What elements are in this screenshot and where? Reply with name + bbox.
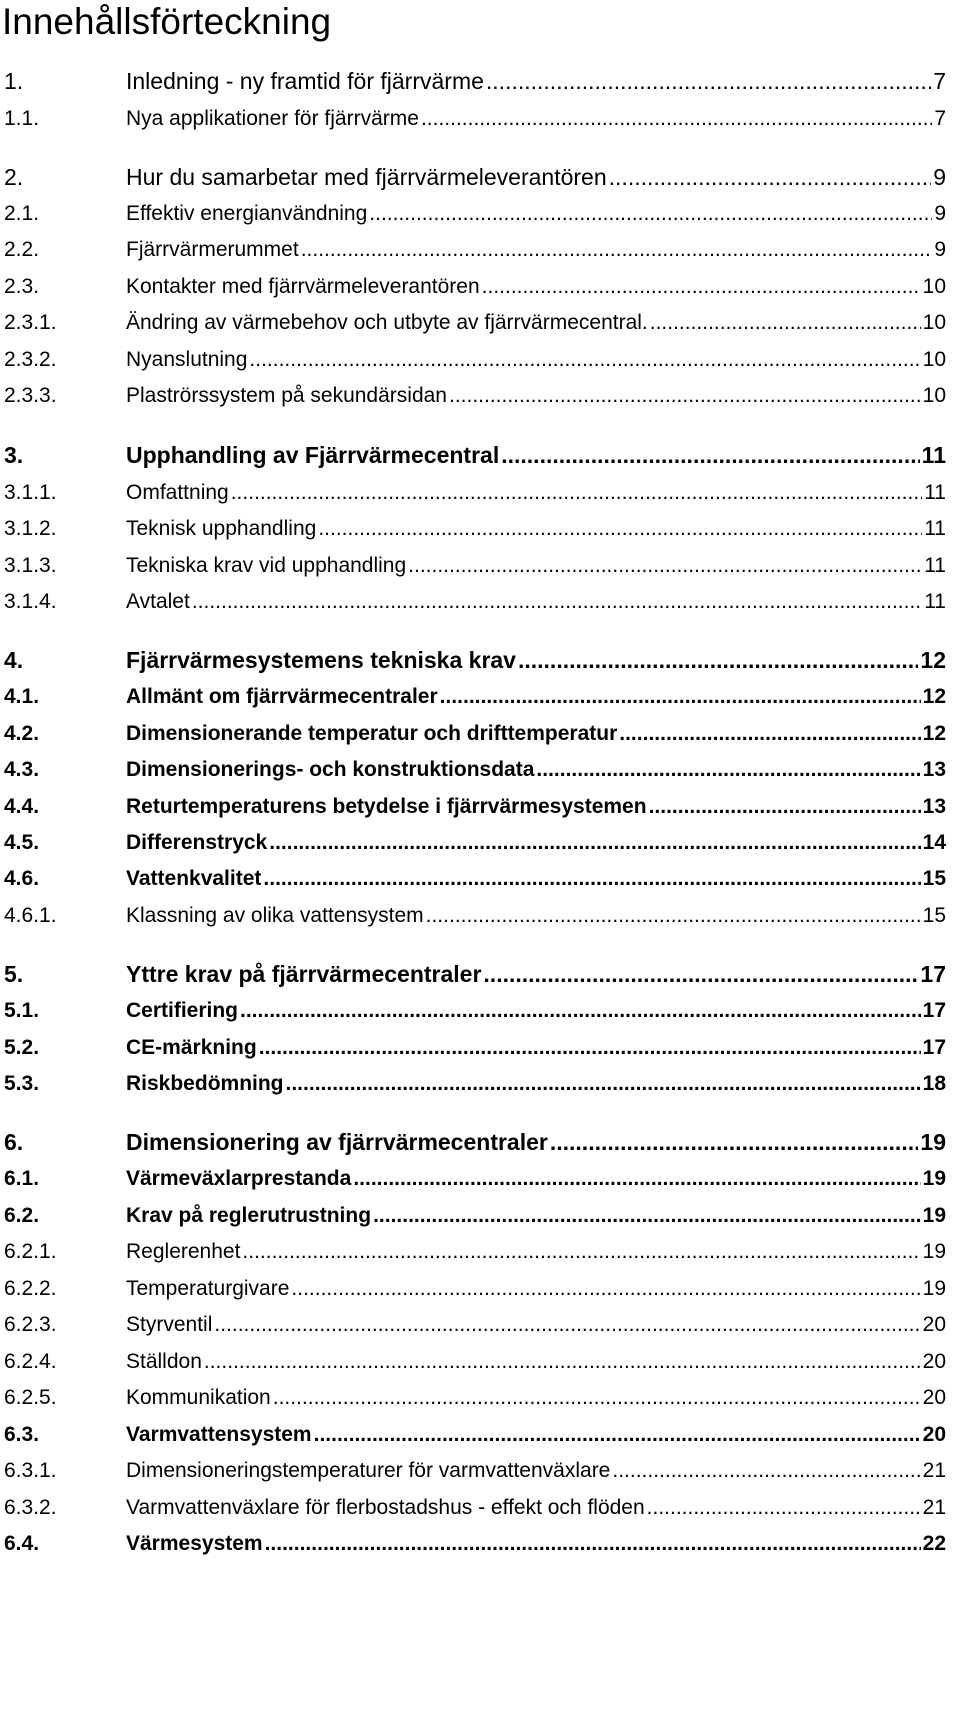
toc-entry-page[interactable]: 11 — [924, 481, 946, 504]
toc-entry-label[interactable]: Kontakter med fjärrvärmeleverantören — [126, 275, 480, 298]
toc-entry[interactable] — [0, 549, 960, 583]
toc-entry-label[interactable]: CE-märkning — [126, 1036, 257, 1059]
toc-entry-number: 6.3.1. — [4, 1459, 57, 1482]
toc-leader-dots — [273, 1381, 921, 1415]
toc-entry[interactable] — [0, 1199, 960, 1233]
toc-entry-label[interactable]: Allmänt om fjärrvärmecentraler — [126, 685, 438, 708]
toc-entry-page[interactable]: 13 — [922, 758, 946, 781]
toc-entry-page[interactable]: 14 — [922, 831, 946, 854]
toc-entry-label[interactable]: Dimensionerings- och konstruktionsdata — [126, 758, 535, 781]
toc-leader-dots — [518, 643, 918, 677]
toc-entry-label[interactable]: Temperaturgivare — [126, 1277, 290, 1300]
toc-entry-number: 3.1.1. — [4, 481, 57, 504]
toc-entry-number: 4.2. — [4, 722, 40, 745]
toc-entry[interactable] — [0, 957, 960, 991]
toc-entry-label[interactable]: Teknisk upphandling — [126, 517, 317, 540]
toc-entry-number: 6.2.1. — [4, 1240, 57, 1263]
toc-entry-label[interactable]: Värmeväxlarprestanda — [126, 1167, 352, 1190]
toc-entry-number: 3.1.2. — [4, 517, 57, 540]
toc-entry-number: 4.3. — [4, 758, 40, 781]
toc-entry-number: 5. — [4, 961, 24, 987]
toc-entry[interactable] — [0, 233, 960, 267]
toc-entry-label[interactable]: Effektiv energianvändning — [126, 202, 368, 225]
toc-entry[interactable] — [0, 512, 960, 546]
toc-entry-label[interactable]: Plaströrssystem på sekundärsidan — [126, 384, 447, 407]
toc-entry-page[interactable]: 11 — [924, 517, 946, 540]
toc-entry[interactable] — [0, 438, 960, 472]
toc-entry-label[interactable]: Klassning av olika vattensystem — [126, 904, 424, 927]
toc-entry-number: 2.3.3. — [4, 384, 57, 407]
toc-entry-number: 6.2.3. — [4, 1313, 57, 1336]
toc-entry-label[interactable]: Hur du samarbetar med fjärrvärmeleverantören — [126, 164, 607, 190]
toc-entry[interactable] — [0, 1067, 960, 1101]
toc-entry-number: 6.1. — [4, 1167, 40, 1190]
toc-entry-label[interactable]: Nya applikationer för fjärrvärme — [126, 107, 419, 130]
toc-leader-dots — [259, 1031, 921, 1065]
toc-entry-label[interactable]: Ändring av värmebehov och utbyte av fjärrvärmecentral. — [126, 311, 648, 334]
toc-leader-dots — [249, 343, 920, 377]
toc-entry-page[interactable]: 18 — [922, 1072, 946, 1095]
toc-entry[interactable] — [0, 1162, 960, 1196]
toc-entry[interactable] — [0, 64, 960, 98]
toc-entry[interactable] — [0, 790, 960, 824]
toc-leader-dots — [318, 512, 922, 546]
toc-leader-dots — [214, 1308, 920, 1342]
toc-entry-label[interactable]: Varmvattensystem — [126, 1423, 312, 1446]
toc-entry-page[interactable]: 11 — [924, 590, 946, 613]
toc-leader-dots — [408, 549, 922, 583]
toc-entry-page[interactable]: 12 — [922, 722, 946, 745]
toc-entry-number: 6.2. — [4, 1204, 40, 1227]
toc-leader-dots — [286, 1067, 921, 1101]
toc-entry[interactable] — [0, 680, 960, 714]
toc-leader-dots — [483, 957, 918, 991]
toc-entry-page[interactable]: 10 — [922, 275, 946, 298]
toc-entry-page[interactable]: 11 — [921, 442, 946, 468]
toc-entry-number: 3. — [4, 442, 24, 468]
toc-entry-number: 3.1.3. — [4, 554, 57, 577]
toc-leader-dots — [242, 1235, 920, 1269]
toc-entry-label[interactable]: Returtemperaturens betydelse i fjärrvärmesystemen — [126, 795, 647, 818]
toc-entry-label[interactable]: Yttre krav på fjärrvärmecentraler — [126, 961, 482, 987]
toc-entry-label[interactable]: Dimensioneringstemperaturer för varmvattenväxlare — [126, 1459, 611, 1482]
toc-entry-number: 5.1. — [4, 999, 40, 1022]
toc-entry-page[interactable]: 21 — [922, 1459, 946, 1482]
toc-entry[interactable] — [0, 899, 960, 933]
toc-entry-page[interactable]: 13 — [922, 795, 946, 818]
toc-leader-dots — [265, 1527, 921, 1561]
toc-entry-label[interactable]: Dimensionering av fjärrvärmecentraler — [126, 1129, 548, 1155]
toc-leader-dots — [650, 306, 921, 340]
toc-entry[interactable] — [0, 1454, 960, 1488]
toc-entry-label[interactable]: Varmvattenväxlare för flerbostadshus - effekt och flöden — [126, 1496, 645, 1519]
toc-entry[interactable] — [0, 270, 960, 304]
toc-entry-label[interactable]: Fjärrvärmesystemens tekniska krav — [126, 647, 516, 673]
toc-entry-number: 6.2.4. — [4, 1350, 57, 1373]
toc-leader-dots — [536, 753, 920, 787]
toc-entry-page[interactable]: 17 — [920, 961, 946, 987]
toc-leader-dots — [426, 899, 921, 933]
toc-entry[interactable] — [0, 1527, 960, 1561]
toc-entry-number: 6.2.5. — [4, 1386, 57, 1409]
toc-entry[interactable] — [0, 1235, 960, 1269]
toc-entry-label[interactable]: Vattenkvalitet — [126, 867, 262, 890]
toc-entry-page[interactable]: 20 — [922, 1350, 946, 1373]
toc-entry[interactable] — [0, 306, 960, 340]
toc-title: Innehållsförteckning — [2, 1, 332, 42]
toc-entry-page[interactable]: 19 — [922, 1167, 946, 1190]
toc-leader-dots — [291, 1272, 920, 1306]
toc-entry-number: 4.4. — [4, 795, 40, 818]
toc-entry[interactable] — [0, 643, 960, 677]
toc-entry-label[interactable]: Upphandling av Fjärrvärmecentral — [126, 442, 500, 468]
toc-entry-page[interactable]: 11 — [924, 554, 946, 577]
toc-entry-label[interactable]: Differenstryck — [126, 831, 268, 854]
toc-entry-label[interactable]: Omfattning — [126, 481, 229, 504]
toc-entry-page[interactable]: 21 — [922, 1496, 946, 1519]
toc-entry[interactable] — [0, 102, 960, 136]
toc-entry-page[interactable]: 19 — [922, 1277, 946, 1300]
toc-entry[interactable] — [0, 1381, 960, 1415]
toc-entry-label[interactable]: Avtalet — [126, 590, 190, 613]
toc-entry-page[interactable]: 20 — [922, 1386, 946, 1409]
toc-entry-page[interactable]: 17 — [922, 999, 946, 1022]
toc-entry-page[interactable]: 10 — [922, 348, 946, 371]
toc-entry-number: 1.1. — [4, 107, 40, 130]
toc-entry-number: 5.2. — [4, 1036, 40, 1059]
toc-entry-page[interactable]: 20 — [922, 1313, 946, 1336]
toc-entry-number: 4. — [4, 647, 24, 673]
toc-entry-number: 4.1. — [4, 685, 40, 708]
toc-entry-number: 2.3. — [4, 275, 40, 298]
toc-entry[interactable] — [0, 379, 960, 413]
toc-leader-dots — [609, 160, 932, 194]
toc-entry[interactable] — [0, 826, 960, 860]
toc-entry-number: 4.6.1. — [4, 904, 57, 927]
toc-entry-number: 1. — [4, 68, 24, 94]
toc-entry[interactable] — [0, 1418, 960, 1452]
toc-entry-label[interactable]: Certifiering — [126, 999, 239, 1022]
toc-entry-number: 2. — [4, 164, 24, 190]
toc-leader-dots — [550, 1125, 919, 1159]
toc-entry[interactable] — [0, 1491, 960, 1525]
toc-entry[interactable] — [0, 1031, 960, 1065]
toc-entry-number: 2.3.1. — [4, 311, 57, 334]
toc-leader-dots — [314, 1418, 921, 1452]
toc-entry[interactable] — [0, 1125, 960, 1159]
toc-leader-dots — [649, 790, 921, 824]
toc-leader-dots — [449, 379, 921, 413]
toc-entry-page[interactable]: 9 — [933, 164, 946, 190]
toc-entry-page[interactable]: 9 — [934, 238, 946, 261]
toc-entry-page[interactable]: 20 — [922, 1423, 946, 1446]
toc-entry[interactable] — [0, 862, 960, 896]
toc-leader-dots — [240, 994, 921, 1028]
toc-entry-page[interactable]: 10 — [922, 311, 946, 334]
toc-leader-dots — [263, 862, 920, 896]
toc-entry[interactable] — [0, 1308, 960, 1342]
toc-leader-dots — [373, 1199, 921, 1233]
toc-leader-dots — [204, 1345, 921, 1379]
toc-entry-page[interactable]: 12 — [920, 647, 946, 673]
toc-entry[interactable] — [0, 343, 960, 377]
toc-entry-label[interactable]: Reglerenhet — [126, 1240, 241, 1263]
toc-entry[interactable] — [0, 160, 960, 194]
toc-entry-number: 3.1.4. — [4, 590, 57, 613]
toc-entry[interactable] — [0, 197, 960, 231]
toc-entry-number: 4.5. — [4, 831, 40, 854]
toc-entry-page[interactable]: 15 — [922, 904, 946, 927]
toc-leader-dots — [486, 64, 931, 98]
toc-leader-dots — [482, 270, 921, 304]
toc-entry-label[interactable]: Riskbedömning — [126, 1072, 284, 1095]
toc-entry-label[interactable]: Nyanslutning — [126, 348, 248, 371]
toc-entry-page[interactable]: 19 — [920, 1129, 946, 1155]
toc-entry-number: 6.3. — [4, 1423, 40, 1446]
toc-leader-dots — [421, 102, 932, 136]
toc-entry[interactable] — [0, 753, 960, 787]
toc-entry-page[interactable]: 15 — [922, 867, 946, 890]
toc-entry-page[interactable]: 19 — [922, 1204, 946, 1227]
toc-leader-dots — [619, 717, 920, 751]
toc-entry-label[interactable]: Kommunikation — [126, 1386, 271, 1409]
toc-leader-dots — [301, 233, 933, 267]
toc-leader-dots — [647, 1491, 921, 1525]
toc-entry-page[interactable]: 12 — [922, 685, 946, 708]
toc-leader-dots — [440, 680, 921, 714]
toc-entry-page[interactable]: 9 — [934, 202, 946, 225]
toc-entry[interactable] — [0, 717, 960, 751]
toc-leader-dots — [231, 476, 922, 510]
toc-entry-label[interactable]: Ställdon — [126, 1350, 202, 1373]
toc-leader-dots — [192, 585, 922, 619]
toc-entry-page[interactable]: 22 — [922, 1532, 946, 1555]
toc-entry-number: 2.2. — [4, 238, 40, 261]
toc-entry-number: 2.1. — [4, 202, 40, 225]
toc-entry-page[interactable]: 7 — [934, 107, 946, 130]
toc-leader-dots — [269, 826, 920, 860]
toc-entry[interactable] — [0, 994, 960, 1028]
toc-entry-page[interactable]: 7 — [933, 68, 946, 94]
toc-entry-number: 6.3.2. — [4, 1496, 57, 1519]
toc-entry-label[interactable]: Dimensionerande temperatur och drifttemperatur — [126, 722, 618, 745]
toc-entry-label[interactable]: Inledning - ny framtid för fjärrvärme — [126, 68, 484, 94]
toc-entry-label[interactable]: Styrventil — [126, 1313, 213, 1336]
toc-entry-number: 6.2.2. — [4, 1277, 57, 1300]
toc-entry-number: 2.3.2. — [4, 348, 57, 371]
toc-entry-label[interactable]: Tekniska krav vid upphandling — [126, 554, 407, 577]
toc-leader-dots — [353, 1162, 920, 1196]
toc-entry[interactable] — [0, 1345, 960, 1379]
toc-entry[interactable] — [0, 1272, 960, 1306]
toc-entry-page[interactable]: 10 — [922, 384, 946, 407]
toc-leader-dots — [612, 1454, 920, 1488]
toc-entry-number: 5.3. — [4, 1072, 40, 1095]
toc-entry-page[interactable]: 17 — [922, 1036, 946, 1059]
toc-entry-number: 6.4. — [4, 1532, 40, 1555]
toc-entry-label[interactable]: Värmesystem — [126, 1532, 263, 1555]
toc-entry-number: 4.6. — [4, 867, 40, 890]
toc-entry[interactable] — [0, 585, 960, 619]
toc-leader-dots — [501, 438, 919, 472]
toc-entry-label[interactable]: Krav på reglerutrustning — [126, 1204, 372, 1227]
toc-entry-page[interactable]: 19 — [922, 1240, 946, 1263]
toc-entry-number: 6. — [4, 1129, 24, 1155]
toc-leader-dots — [369, 197, 932, 231]
toc-entry[interactable] — [0, 476, 960, 510]
toc-entry-label[interactable]: Fjärrvärmerummet — [126, 238, 299, 261]
